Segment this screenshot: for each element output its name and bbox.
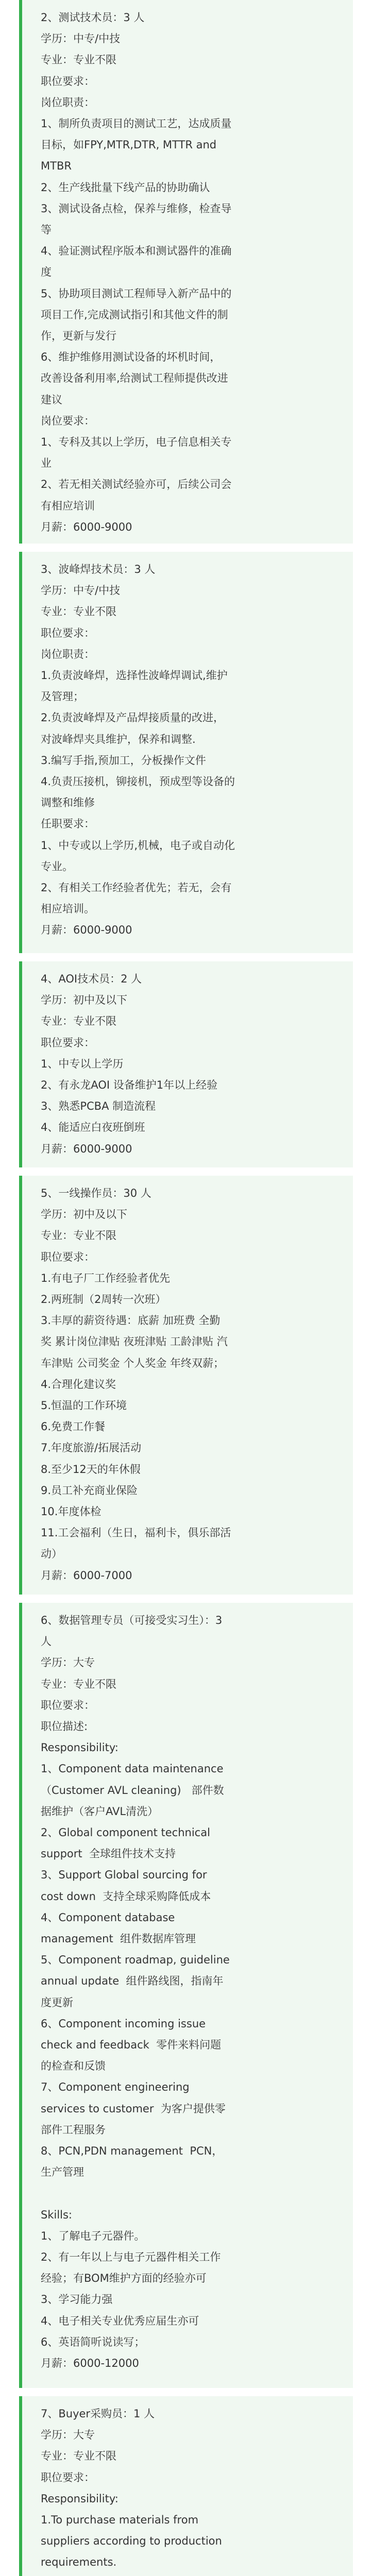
card-text-line: 11.工会福利（生日，福利卡，俱乐部活 xyxy=(41,1527,231,1539)
card-text-line: 学历：初中及以下 xyxy=(41,994,127,1007)
card-text-line: 月薪：6000-7000 xyxy=(41,1569,132,1582)
card-text-line: 1.有电子厂工作经验者优先 xyxy=(41,1272,171,1284)
card-text-line: 4.合理化建议奖 xyxy=(41,1378,116,1391)
card-text-line: 3.编写手指,预加工，分板操作文件 xyxy=(41,754,206,767)
card-text-line: 及管理； xyxy=(41,690,84,703)
card-text-line xyxy=(41,2573,342,2576)
card-text-line: 3.丰厚的薪资待遇：底薪 加班费 全勤 xyxy=(41,1314,221,1327)
card-text-line: 月薪：6000-12000 xyxy=(41,2357,139,2370)
job-card-body xyxy=(41,1183,342,1586)
card-text-line: 改善设备利用率,给测试工程师提供改进 xyxy=(41,372,228,385)
card-text-line: services to customer 为客户提供零 xyxy=(41,2102,226,2115)
job-card-body xyxy=(41,1610,342,2374)
card-text-line: 建议 xyxy=(41,393,62,406)
card-text-line: 专业：专业不限 xyxy=(41,2450,116,2463)
card-text-line: 2、有永龙AOI 设备维护1年以上经验 xyxy=(41,1079,218,1092)
card-text-line: 6、Component incoming issue xyxy=(41,2017,206,2030)
card-text-line: 2、Global component technical xyxy=(41,1826,210,1839)
card-text-line: 1、中专以上学历 xyxy=(41,1057,124,1070)
card-text-line: management 组件数据库管理 xyxy=(41,1933,196,1945)
job-card-aoi-technician xyxy=(19,961,353,1167)
card-text-line: 4、AOI技术员：2 人 xyxy=(41,973,142,985)
card-text-line: 7、Buyer采购员：1 人 xyxy=(41,2408,155,2420)
card-text-line: 任职要求： xyxy=(41,818,95,831)
job-card-body xyxy=(41,559,342,941)
card-text-line: 6.免费工作餐 xyxy=(41,1420,106,1433)
card-text-line: 学历：大专 xyxy=(41,2429,95,2442)
card-text-line: 专业：专业不限 xyxy=(41,1677,116,1690)
card-text-line: 月薪：6000-9000 xyxy=(41,520,132,533)
card-text-line: 1.To purchase materials from xyxy=(41,2514,199,2527)
card-text-line: 专业：专业不限 xyxy=(41,1015,116,1028)
card-text-line: 等 xyxy=(41,224,52,236)
card-text-line: support 全球组件技术支持 xyxy=(41,1848,176,1860)
card-text-line: 部件工程服务 xyxy=(41,2123,106,2136)
card-text-line: annual update 组件路线图，指南年 xyxy=(41,1975,224,1988)
card-text-line: 学历：初中及以下 xyxy=(41,1208,127,1221)
card-text-line: 度 xyxy=(41,266,52,279)
card-text-line: 3、Support Global sourcing for xyxy=(41,1869,207,1882)
card-text-line: 2、有相关工作经验者优先；若无，会有 xyxy=(41,882,232,894)
card-text-line: 车津贴 公司奖金 个人奖金 年终双薪； xyxy=(41,1357,225,1369)
card-text-line: 对波峰焊夹具维护，保养和调整. xyxy=(41,733,196,745)
card-text-line: 5、Component roadmap, guideline xyxy=(41,1954,230,1967)
card-text-line: 度更新 xyxy=(41,1996,73,2009)
card-text-line: 2、测试技术员：3 人 xyxy=(41,11,145,24)
card-text-line: Responsibility: xyxy=(41,2492,119,2505)
card-text-line: Responsibility: xyxy=(41,1741,119,1754)
card-text-line: 岗位职责： xyxy=(41,648,95,660)
card-text-line: 相应培训。 xyxy=(41,903,95,916)
card-text-line: 职位要求： xyxy=(41,1699,95,1711)
card-text-line xyxy=(41,2183,342,2204)
card-text-line: 岗位要求： xyxy=(41,414,95,427)
job-card-buyer xyxy=(19,2396,353,2576)
card-text-line: 专业。 xyxy=(41,860,73,873)
card-text-line: 有相应培训 xyxy=(41,499,95,512)
card-text-line: 10.年度体检 xyxy=(41,1505,102,1518)
card-text-line: 2.两班制（2周转一次班） xyxy=(41,1293,166,1306)
card-text-line: 3、学习能力强 xyxy=(41,2293,113,2306)
card-text-line: 目标，如FPY,MTR,DTR, MTTR and xyxy=(41,139,217,151)
card-text-line: 职位要求： xyxy=(41,1250,95,1263)
card-text-line: 动） xyxy=(41,1548,62,1561)
job-card-body xyxy=(41,7,342,538)
card-text-line: 4.负责压接机，铆接机，预成型等设备的 xyxy=(41,775,235,788)
card-text-line: 奖 累计岗位津贴 夜班津贴 工龄津贴 汽 xyxy=(41,1335,228,1348)
card-text-line: 职位要求： xyxy=(41,2471,95,2484)
card-text-line: 岗位职责： xyxy=(41,96,95,109)
card-text-line: 专业：专业不限 xyxy=(41,1229,116,1242)
card-text-line: 1、专科及其以上学历，电子信息相关专 xyxy=(41,436,232,449)
job-card-line-operator xyxy=(19,1176,353,1595)
card-text-line: 9.员工补充商业保险 xyxy=(41,1484,138,1497)
card-text-line: 6、数据管理专员（可接受实习生）：3 xyxy=(41,1614,223,1626)
card-text-line: 专业：专业不限 xyxy=(41,605,116,618)
card-text-line: 生产管理 xyxy=(41,2166,84,2179)
card-text-line: 1、了解电子元器件。 xyxy=(41,2229,145,2242)
card-text-line: suppliers according to production xyxy=(41,2535,222,2548)
card-text-line: 作，更新与发行 xyxy=(41,330,116,343)
card-text-line: 月薪：6000-9000 xyxy=(41,924,132,937)
card-text-line: cost down 支持全球采购降低成本 xyxy=(41,1890,211,1903)
card-text-line: 4、电子相关专业优秀应届生亦可 xyxy=(41,2314,199,2327)
job-card-test-technician xyxy=(19,0,353,544)
card-text-line: 7、Component engineering xyxy=(41,2081,190,2094)
card-text-line: 职位要求： xyxy=(41,626,95,639)
card-text-line: 1、Component data maintenance xyxy=(41,1762,224,1775)
card-text-line: 3、波峰焊技术员：3 人 xyxy=(41,563,156,575)
card-text-line: 7.年度旅游/拓展活动 xyxy=(41,1442,142,1454)
card-text-line: 项目工作,完成测试指引和其他文件的制 xyxy=(41,308,228,321)
card-text-line: 职位描述: xyxy=(41,1720,88,1733)
card-text-line: Skills: xyxy=(41,2208,73,2221)
card-text-line: 调整和维修 xyxy=(41,796,95,809)
card-text-line: 学历：大专 xyxy=(41,1656,95,1669)
card-text-line: 2.负责波峰焊及产品焊接质量的改进， xyxy=(41,711,225,724)
card-text-line: 2、生产线批量下线产品的协助确认 xyxy=(41,181,210,194)
card-text-line: 1、中专或以上学历,机械，电子或自动化 xyxy=(41,839,235,852)
card-text-line: 5、一线操作员：30 人 xyxy=(41,1187,151,1199)
card-text-line: 5、协助项目测试工程师导入新产品中的 xyxy=(41,287,232,300)
card-text-line: 专业：专业不限 xyxy=(41,54,116,66)
card-text-line: 4、Component database xyxy=(41,1911,175,1924)
card-text-line: 5.恒温的工作环境 xyxy=(41,1399,127,1412)
card-text-line: MTBR xyxy=(41,160,72,173)
card-text-line: （Customer AVL cleaning) 部件数 xyxy=(41,1784,224,1797)
card-text-line: 1.负责波峰焊，选择性波峰焊调试,维护 xyxy=(41,669,228,682)
card-text-line: 8.至少12天的年休假 xyxy=(41,1463,141,1476)
card-text-line: 人 xyxy=(41,1635,52,1648)
card-text-line: 6、英语简听说读写； xyxy=(41,2335,145,2348)
card-text-line: 据维护（客户AVL清洗） xyxy=(41,1805,159,1818)
job-card-body xyxy=(41,969,342,1160)
card-text-line: 月薪：6000-9000 xyxy=(41,1142,132,1155)
card-text-line: 学历：中专/中技 xyxy=(41,32,121,45)
card-text-line: 2、若无相关测试经验亦可，后续公司会 xyxy=(41,478,232,491)
card-text-line: 1、制所负责项目的测试工艺，达成质量 xyxy=(41,117,232,130)
card-text-line: 职位要求： xyxy=(41,75,95,88)
card-text-line: 的检查和反馈 xyxy=(41,2060,106,2073)
card-text-line: 职位要求： xyxy=(41,1036,95,1049)
job-card-data-management-specialist xyxy=(19,1603,353,2388)
card-text-line: 4、能适应白夜班倒班 xyxy=(41,1121,145,1134)
card-text-line: 业 xyxy=(41,457,52,470)
job-card-body xyxy=(41,2403,342,2576)
card-text-line: 8、PCN,PDN management PCN， xyxy=(41,2145,223,2158)
card-text-line: check and feedback 零件来料问题 xyxy=(41,2039,222,2052)
card-text-line: requirements. xyxy=(41,2556,117,2569)
card-text-line: 6、维护维修用测试设备的坏机时间， xyxy=(41,351,221,364)
card-text-line: 3、测试设备点检，保养与维修，检查导 xyxy=(41,202,232,215)
card-text-line: 学历：中专/中技 xyxy=(41,584,121,597)
card-text-line: 3、熟悉PCBA 制造流程 xyxy=(41,1100,156,1113)
card-text-line: 经验；有BOM维护方面的经验亦可 xyxy=(41,2272,207,2285)
card-text-line: 4、验证测试程序版本和测试器件的准确 xyxy=(41,245,232,258)
job-card-wave-soldering-technician xyxy=(19,552,353,953)
card-text-line: 2、有一年以上与电子元器件相关工作 xyxy=(41,2251,221,2264)
